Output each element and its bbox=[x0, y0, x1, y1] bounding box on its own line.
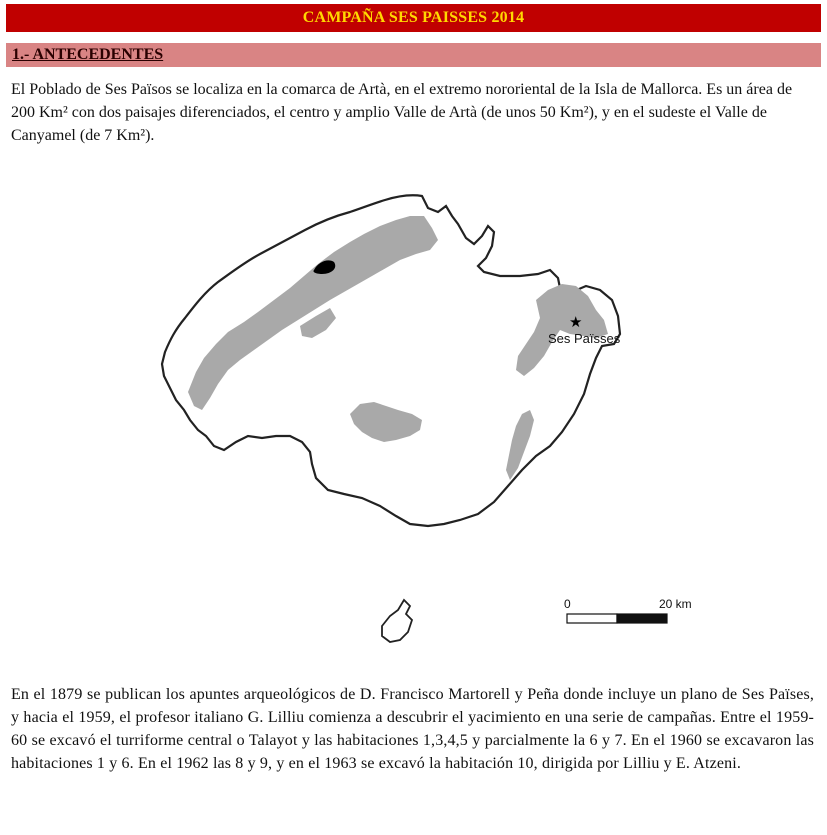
scale-bar bbox=[564, 597, 692, 623]
cabrera-island bbox=[382, 600, 412, 642]
page-title-bar bbox=[6, 4, 821, 32]
site-star-icon: ★ bbox=[569, 314, 583, 331]
page-title: CAMPAÑA SES PAISSES 2014 bbox=[302, 9, 525, 26]
scale-segment-black bbox=[617, 614, 667, 623]
section-title: 1.- ANTECEDENTES bbox=[12, 46, 164, 63]
history-paragraph: En el 1879 se publican los apuntes arqueológicos de D. Francisco Martorell y Peña donde incluye un plano de Ses Païses, y hacia el 1959, el profesor italiano G. Lilliu comienza a descubrir el yacimiento en una serie de campañas. Entre el 1959-60 se excavó el turriforme central o Talayot y las habitaciones 1,3,4,5 y parcialmente la 6 y 7. En el 1960 se excavaron las habitaciones 1 y 6. En el 1962 las 8 y 9, y en el 1963 se excavó la habitación 10, dirigida por Lilliu y E. Atzeni. bbox=[11, 686, 814, 772]
scale-segment-white bbox=[567, 614, 617, 623]
scale-start-label: 0 bbox=[564, 597, 571, 611]
mallorca-map bbox=[140, 178, 692, 658]
intro-paragraph: El Poblado de Ses Països se localiza en la comarca de Artà, en el extremo nororiental de la Isla de Mallorca. Es un área de 200 Km² con dos paisajes diferenciados, el centro y amplio Valle de Artà (de unos 50 Km²), y en el sudeste el Valle de Canyamel (de 7 Km²). bbox=[11, 81, 793, 144]
site-label: Ses Païsses bbox=[548, 331, 621, 346]
section-header bbox=[6, 43, 821, 67]
scale-end-label: 20 km bbox=[659, 597, 692, 611]
